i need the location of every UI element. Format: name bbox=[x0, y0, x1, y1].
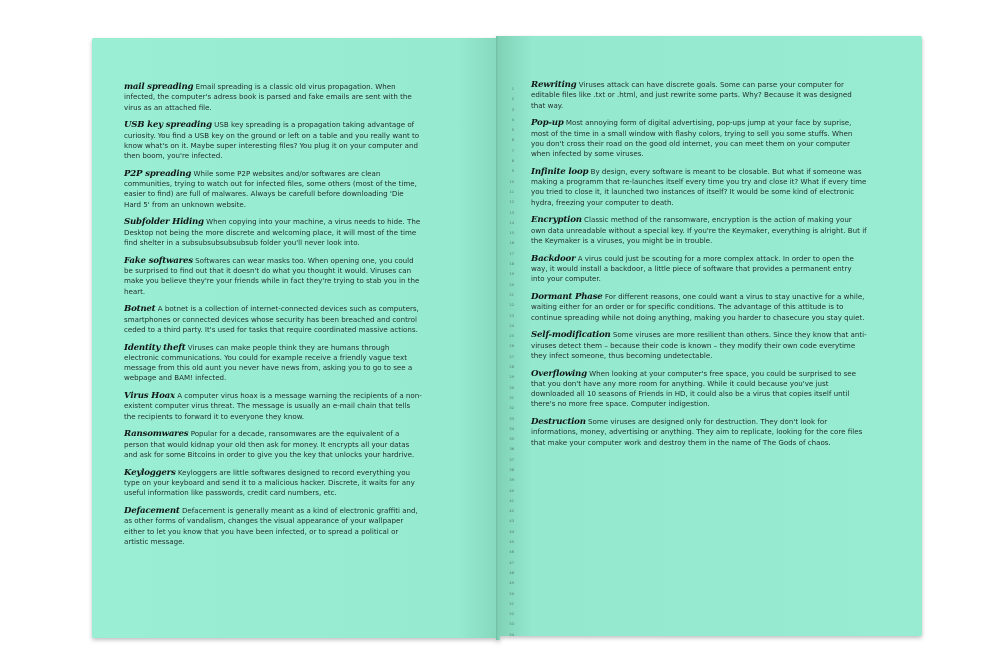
glossary-entry bbox=[124, 468, 422, 499]
glossary-entry bbox=[124, 506, 422, 547]
line-number: 16 bbox=[509, 241, 514, 246]
line-number: 18 bbox=[509, 262, 514, 267]
entry-term: Defacement bbox=[124, 506, 180, 516]
glossary-entry bbox=[124, 343, 422, 384]
entry-text: USB key spreading is a propagation taking advantage of curiosity. You find a USB key on the ground or left on a table and you really want to know what's on it. Maybe super interesting files? You plug it on your computer and then boom, you're infected. bbox=[124, 120, 420, 161]
line-number: 30 bbox=[509, 385, 514, 390]
entry-text: A botnet is a collection of internet-connected devices such as computers, smartphones or connected devices whose security has been breached and control ceded to a third party. It's used for tasks that require coordinated massive actions. bbox=[124, 304, 419, 334]
line-number: 9 bbox=[511, 169, 514, 174]
glossary-entry bbox=[531, 417, 867, 448]
glossary-entry bbox=[531, 167, 867, 208]
line-number: 3 bbox=[511, 107, 514, 112]
entry-text: Softwares can wear masks too. When opening one, you could be surprised to find out that it doesn't do what you thought it would. Viruses can make you believe they're your friends while in fact they're trying to stab you in the heart. bbox=[124, 255, 420, 296]
right-page bbox=[498, 36, 922, 636]
glossary-entry bbox=[531, 118, 867, 159]
line-number: 25 bbox=[509, 334, 514, 339]
entry-text: Keyloggers are little softwares designed to record everything you type on your keyboard and send it to a malicious hacker. Discrete, it waits for any useful information like passwords, credit card numbers, etc. bbox=[124, 467, 415, 498]
entry-text: Popular for a decade, ransomwares are the equivalent of a person that would kidnap your old then ask for money. It encrypts all your datas and ask for some Bitcoins in order to give you the key that unlocks your hardrive. bbox=[124, 429, 415, 460]
line-number: 47 bbox=[509, 560, 514, 565]
entry-term: Fake softwares bbox=[124, 255, 193, 266]
glossary-entry bbox=[124, 82, 422, 113]
line-number: 45 bbox=[509, 540, 514, 545]
glossary-entry bbox=[124, 169, 422, 210]
entry-text: When copying into your machine, a virus needs to hide. The Desktop not being the more discrete and welcoming place, it will most of the time find shelter in a subsubsubsubsubsub folder you'll never look into. bbox=[124, 217, 421, 248]
line-number: 27 bbox=[509, 354, 514, 359]
line-number: 5 bbox=[511, 128, 514, 133]
entry-term: mail spreading bbox=[124, 82, 194, 92]
entry-text: Defacement is generally meant as a kind of electronic graffiti and, as other forms of vandalism, changes the visual appearance of your wallpaper either to let you know that you have been infected, or to spread a political or artistic message. bbox=[124, 506, 418, 546]
line-number: 22 bbox=[509, 303, 514, 308]
line-number: 33 bbox=[509, 416, 514, 421]
line-number: 17 bbox=[509, 251, 514, 256]
entry-term: Destruction bbox=[531, 417, 586, 428]
line-number: 8 bbox=[511, 159, 514, 164]
glossary-entry bbox=[124, 256, 422, 297]
entry-term: Overflowing bbox=[531, 368, 587, 379]
line-number: 7 bbox=[511, 148, 514, 153]
line-number: 2 bbox=[511, 97, 514, 102]
line-number: 35 bbox=[509, 437, 514, 442]
line-number: 34 bbox=[509, 426, 514, 431]
line-number: 19 bbox=[509, 272, 514, 277]
entry-term: USB key spreading bbox=[124, 120, 212, 131]
entry-term: Identity theft bbox=[124, 342, 186, 353]
line-number: 26 bbox=[509, 344, 514, 349]
glossary-entry bbox=[124, 217, 422, 248]
line-number: 10 bbox=[509, 179, 514, 184]
line-number: 52 bbox=[509, 612, 514, 617]
glossary-entry bbox=[531, 292, 867, 323]
line-number: 43 bbox=[509, 519, 514, 524]
glossary-entry bbox=[124, 304, 422, 335]
line-number: 44 bbox=[509, 529, 514, 534]
line-number: 54 bbox=[509, 632, 514, 636]
booklet bbox=[92, 36, 926, 644]
entry-text: While some P2P websites and/or softwares are clean communities, trying to watch out for infected files, some others (most of the time, easier to find) are full of malwares. Always be carefull before downloading 'Die Hard 5' from an unknown website. bbox=[124, 168, 417, 209]
glossary-entry bbox=[531, 80, 867, 111]
entry-text: Email spreading is a classic old virus propagation. When infected, the computer's adress book is parsed and fake emails are sent with the virus as an attached file. bbox=[124, 82, 412, 112]
line-number: 4 bbox=[511, 117, 514, 122]
entry-term: P2P spreading bbox=[124, 168, 192, 179]
line-number: 38 bbox=[509, 467, 514, 472]
glossary-entry bbox=[531, 330, 867, 361]
line-number: 46 bbox=[509, 550, 514, 555]
line-number: 6 bbox=[511, 138, 514, 143]
entry-term: Rewriting bbox=[531, 80, 577, 90]
entry-text: Some viruses are designed only for destruction. They don't look for informations, money, advertising or anything. They aim to replicate, looking for the core files that make your computer work and destroy them in the name of The Gods of chaos. bbox=[531, 417, 863, 447]
entry-text: When looking at your computer's free space, you could be surprised to see that you don't have any more room for anything. While it could because you've just downloaded all 10 seasons of Friends in HD, it could also be a virus that copies itself until there's no more free space. Computer indigestion. bbox=[531, 368, 857, 409]
line-number: 31 bbox=[509, 395, 514, 400]
line-number: 20 bbox=[509, 282, 514, 287]
entry-text: Some viruses are more resilient than others. Since they know that anti-viruses detect them – because their code is known – they modify their own code everytime they infect someone, thus becoming undetectable. bbox=[531, 330, 867, 360]
entry-text: Most annoying form of digital advertising, pop-ups jump at your face by suprise, most of the time in a small window with flashy colors, trying to sell you some stuffs. When you don't cross their road on the good old internet, you can meet them on your computer when infected by some viruses. bbox=[531, 118, 853, 159]
line-number: 24 bbox=[509, 323, 514, 328]
line-number: 49 bbox=[509, 581, 514, 586]
entry-text: For different reasons, one could want a virus to stay unactive for a while, waiting either for an order or for specific conditions. The advantage of this attitude is to continue spreading while not doing anything, making you harder to chasecure you stay quiet. bbox=[531, 292, 865, 322]
entry-term: Keyloggers bbox=[124, 467, 176, 478]
line-number: 51 bbox=[509, 601, 514, 606]
line-number: 12 bbox=[509, 200, 514, 205]
line-number: 42 bbox=[509, 509, 514, 514]
line-number: 50 bbox=[509, 591, 514, 596]
glossary-entry bbox=[531, 369, 867, 410]
entry-text: Viruses can make people think they are humans through electronic communications. You could for example receive a friendly vague text message from this old aunt you never have news from, asking you to go to see a webpage and BAM! infected. bbox=[124, 342, 413, 383]
line-number: 41 bbox=[509, 498, 514, 503]
line-number: 14 bbox=[509, 220, 514, 225]
line-number: 23 bbox=[509, 313, 514, 318]
line-number: 13 bbox=[509, 210, 514, 215]
entry-term: Pop-up bbox=[531, 118, 564, 129]
line-number: 36 bbox=[509, 447, 514, 452]
entry-text: By design, every software is meant to be closable. But what if someone was making a programm that re-launches itself every time you try and close it? What if every time you tried to close it, it launched two instances of itself? It would be some kind of electronic hydra, freezing your computer to death. bbox=[531, 166, 867, 207]
entry-term: Virus Hoax bbox=[124, 391, 175, 402]
left-page-text bbox=[124, 82, 422, 555]
entry-term: Self-modification bbox=[531, 330, 611, 341]
entry-text: A computer virus hoax is a message warning the recipients of a non-existent computer virus threat. The message is usually an e-mail chain that tells the recipients to forward it to everyone they know. bbox=[124, 391, 422, 421]
entry-text: Viruses attack can have discrete goals. Some can parse your computer for editable files like .txt or .html, and just rewrite some parts. Why? Because it was designed that way. bbox=[531, 80, 852, 110]
line-numbers bbox=[504, 84, 514, 636]
entry-text: A virus could just be scouting for a more complex attack. In order to open the way, it would install a backdoor, a little piece of software that provides a permanent entry into your computer. bbox=[531, 253, 854, 284]
line-number: 48 bbox=[509, 570, 514, 575]
glossary-entry bbox=[531, 254, 867, 285]
line-number: 40 bbox=[509, 488, 514, 493]
entry-term: Dormant Phase bbox=[531, 292, 603, 302]
line-number: 53 bbox=[509, 622, 514, 627]
entry-term: Encryption bbox=[531, 215, 582, 226]
entry-term: Ransomwares bbox=[124, 429, 189, 440]
line-number: 37 bbox=[509, 457, 514, 462]
line-number: 15 bbox=[509, 231, 514, 236]
glossary-entry bbox=[124, 429, 422, 460]
line-number: 39 bbox=[509, 478, 514, 483]
right-page-text bbox=[531, 80, 867, 455]
line-number: 11 bbox=[509, 189, 514, 194]
line-number: 28 bbox=[509, 365, 514, 370]
line-number: 1 bbox=[511, 87, 514, 91]
left-page bbox=[92, 38, 498, 638]
entry-term: Infinite loop bbox=[531, 166, 589, 177]
line-number: 32 bbox=[509, 406, 514, 411]
entry-term: Backdoor bbox=[531, 253, 576, 264]
glossary-entry bbox=[531, 215, 867, 246]
glossary-entry bbox=[124, 120, 422, 161]
line-number: 21 bbox=[509, 292, 514, 297]
entry-text: Classic method of the ransomware, encryption is the action of making your own data unreadable without a special key. If you're the Keymaker, everything is alright. But if the Keymaker is a viruses, you might be in trouble. bbox=[531, 215, 867, 246]
line-number: 29 bbox=[509, 375, 514, 380]
entry-term: Subfolder Hiding bbox=[124, 217, 204, 228]
glossary-entry bbox=[124, 391, 422, 422]
entry-term: Botnet bbox=[124, 304, 156, 315]
